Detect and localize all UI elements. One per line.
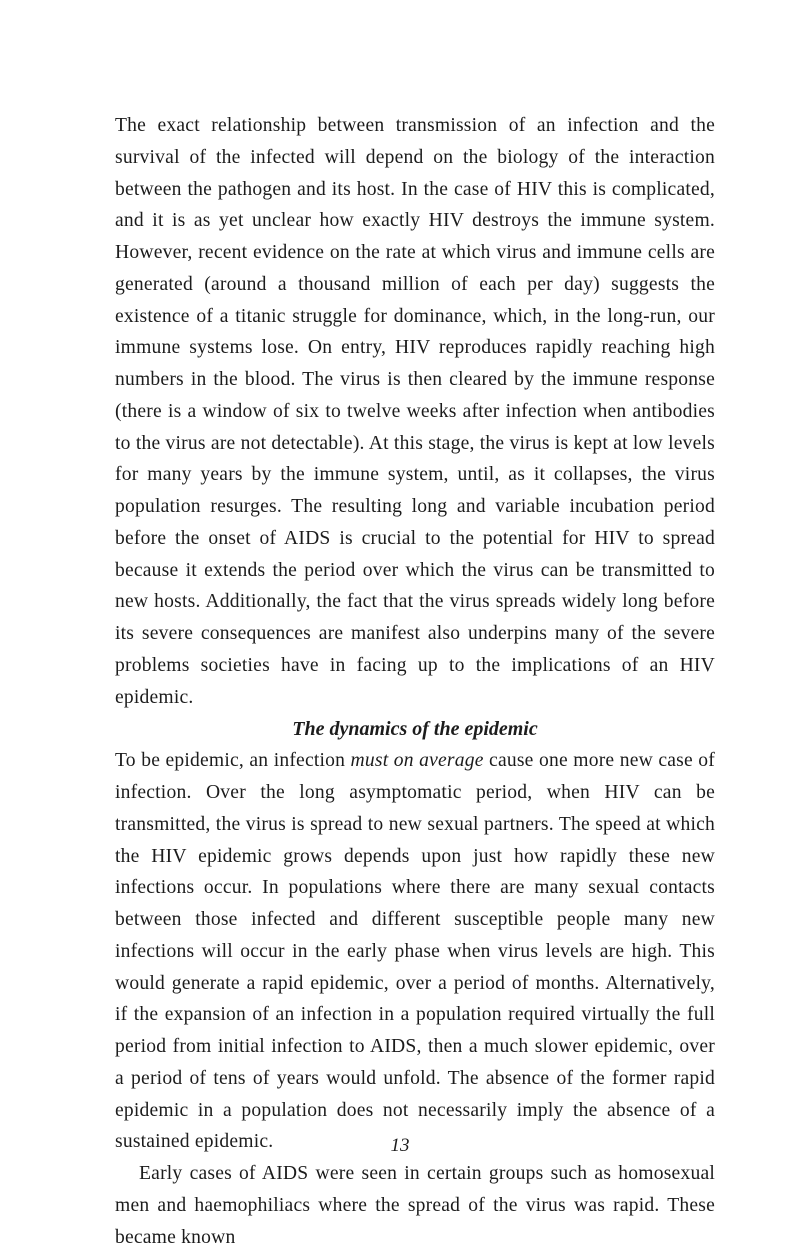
paragraph-early-cases: Early cases of AIDS were seen in certain groups such as homosexual men and haemophiliacs where the spread of the virus was rapid. These became known bbox=[115, 1163, 715, 1248]
paragraph-hiv-biology: The exact relationship between transmission of an infection and the survival of the infected will depend on the biology of the interaction between the pathogen and its host. In the case of HIV this is complicated, and it is as yet unclear how exactly HIV destroys the immune system. However, recent evidence on the rate at which virus and immune cells are generated (around a thousand million of each per day) suggests the existence of a titanic struggle for dominance, which, in the long-run, our immune systems lose. On entry, HIV reproduces rapidly reaching high numbers in the blood. The virus is then cleared by the immune response (there is a window of six to twelve weeks after infection when antibodies to the virus are not detectable). At this stage, the virus is kept at low levels for many years by the immune system, until, as it collapses, the virus population resurges. The resulting long and variable incubation period before the onset of AIDS is crucial to the potential for HIV to spread because it extends the period over which the virus can be transmitted to new hosts. Additionally, the fact that the virus spreads widely long before its severe consequences are manifest also underpins many of the severe problems societies have in facing up to the implications of an HIV epidemic. bbox=[115, 115, 715, 708]
paragraph-epidemic-dynamics-start: To be epidemic, an infection bbox=[115, 750, 351, 772]
page-number: 13 bbox=[390, 1135, 410, 1156]
page-body bbox=[115, 110, 715, 1253]
paragraph-epidemic-dynamics bbox=[115, 745, 715, 1158]
emphasis-must-on-average: must on average bbox=[350, 750, 484, 772]
paragraph-epidemic-dynamics-rest: cause one more new case of infection. Over the long asymptomatic period, when HIV can be transmitted, the virus is spread to new sexual partners. The speed at which the HIV epidemic grows depends upon just how rapidly these new infections occur. In populations where there are many sexual contacts between those infected and different susceptible people many new infections will occur in the early phase when virus levels are high. This would generate a rapid epidemic, over a period of months. Alternatively, if the expansion of an infection in a population required virtually the full period from initial infection to AIDS, then a much slower epidemic, over a period of tens of years would unfold. The absence of the former rapid epidemic in a population does not necessarily imply the absence of a sustained epidemic. bbox=[115, 750, 715, 1153]
section-heading: The dynamics of the epidemic bbox=[292, 718, 538, 741]
